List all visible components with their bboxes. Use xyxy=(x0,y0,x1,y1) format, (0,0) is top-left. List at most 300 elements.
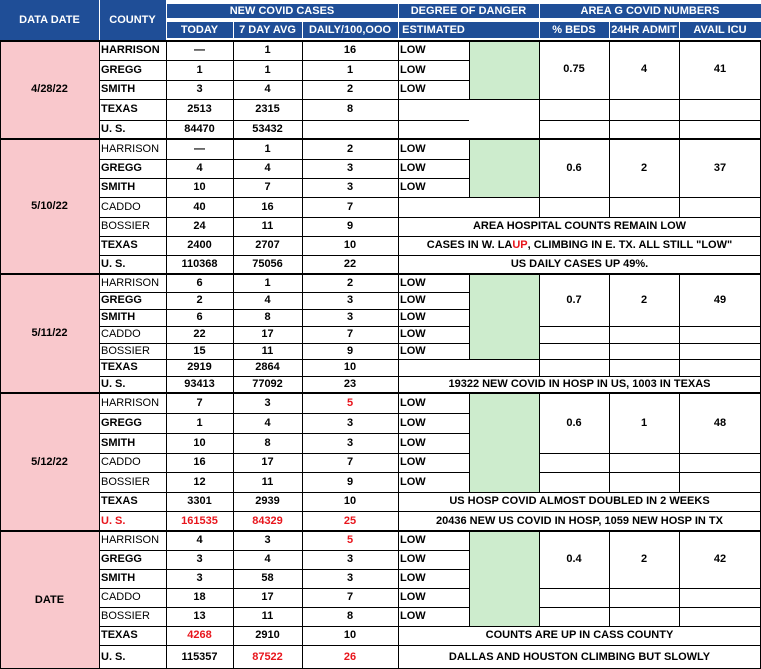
admit-24hr-cell: 2 xyxy=(640,553,648,565)
note-text: CASES IN W. LA xyxy=(426,239,513,251)
daily-per-100k-cell: 26 xyxy=(343,650,357,663)
grid-line xyxy=(398,197,539,198)
county-cell: HARRISON xyxy=(101,142,160,155)
daily-per-100k-cell: 9 xyxy=(346,344,354,357)
grid-line xyxy=(469,274,470,359)
daily-per-100k-cell: 23 xyxy=(343,378,357,390)
grid-line xyxy=(99,80,398,81)
header-new-covid-cases: NEW COVID CASES xyxy=(166,4,398,18)
grid-line xyxy=(99,376,398,377)
note-text: AREA HOSPITAL COUNTS REMAIN LOW xyxy=(472,220,687,232)
grid-line xyxy=(99,531,100,669)
daily-per-100k-cell: 16 xyxy=(343,43,357,56)
county-cell: GREGG xyxy=(101,553,142,565)
header-estimated: ESTIMATED xyxy=(398,22,469,38)
daily-per-100k-cell: 8 xyxy=(346,610,354,622)
danger-estimate-cell: LOW xyxy=(400,534,426,546)
grid-line xyxy=(539,359,761,360)
grid-line xyxy=(233,393,234,531)
seven-day-avg-cell: 8 xyxy=(264,311,271,323)
seven-day-avg-cell: 2939 xyxy=(255,495,280,507)
grid-line xyxy=(99,99,398,100)
grid-line xyxy=(99,359,398,360)
grid-line xyxy=(0,392,761,394)
grid-line xyxy=(398,376,761,377)
county-cell: HARRISON xyxy=(101,396,160,409)
today-cell: 1 xyxy=(196,63,203,76)
seven-day-avg-cell: 4 xyxy=(264,416,271,429)
county-cell: SMITH xyxy=(101,181,136,193)
county-cell: BOSSIER xyxy=(101,344,150,357)
grid-line xyxy=(398,550,469,551)
grid-line xyxy=(302,20,303,40)
today-cell: 7 xyxy=(196,396,203,409)
seven-day-avg-cell: 1 xyxy=(264,43,271,56)
note-text: DALLAS AND HOUSTON CLIMBING BUT SLOWLY xyxy=(448,650,711,663)
danger-estimate-cell: LOW xyxy=(400,416,426,429)
daily-per-100k-cell: 3 xyxy=(346,416,354,429)
header-estimated-blank xyxy=(469,22,539,38)
grid-line xyxy=(166,40,167,139)
grid-line xyxy=(398,492,539,493)
grid-line xyxy=(398,120,469,121)
header-daily-per-100k: DAILY/100,OOO xyxy=(302,22,398,38)
grid-line xyxy=(679,139,680,217)
today-cell: 4 xyxy=(196,162,203,174)
grid-line xyxy=(679,274,680,376)
daily-per-100k-cell: 8 xyxy=(346,103,354,115)
daily-per-100k-cell: 22 xyxy=(343,258,357,270)
grid-line xyxy=(99,236,398,237)
today-cell: 161535 xyxy=(181,514,218,527)
today-cell: 3 xyxy=(196,553,203,565)
grid-line xyxy=(99,472,398,473)
seven-day-avg-cell: 84329 xyxy=(252,514,283,527)
danger-level-swatch xyxy=(470,532,539,626)
daily-per-100k-cell: 7 xyxy=(346,200,354,213)
danger-estimate-cell: LOW xyxy=(400,572,426,584)
county-cell: U. S. xyxy=(101,378,126,390)
seven-day-avg-cell: 58 xyxy=(261,572,274,584)
note-cell xyxy=(398,492,761,511)
seven-day-avg-cell: 2910 xyxy=(255,629,280,641)
daily-per-100k-cell: 9 xyxy=(346,220,354,232)
grid-line xyxy=(539,453,761,454)
grid-line xyxy=(398,511,761,512)
grid-line xyxy=(99,645,398,646)
grid-line xyxy=(166,393,167,531)
today-cell: — xyxy=(194,142,205,155)
today-cell: 1 xyxy=(196,416,203,429)
today-cell: 4268 xyxy=(187,629,212,641)
seven-day-avg-cell: 11 xyxy=(261,220,274,232)
grid-line xyxy=(398,645,761,646)
grid-line xyxy=(539,326,761,327)
grid-line xyxy=(398,433,469,434)
county-cell: U. S. xyxy=(101,258,126,270)
grid-line xyxy=(99,0,100,40)
pct-beds-cell: 0.4 xyxy=(566,553,582,565)
grid-line xyxy=(99,120,398,121)
grid-line xyxy=(679,20,680,40)
grid-line xyxy=(539,139,540,217)
county-cell: U. S. xyxy=(101,514,126,527)
county-cell: HARRISON xyxy=(101,276,160,289)
daily-per-100k-cell: 3 xyxy=(346,181,354,193)
seven-day-avg-cell: 1 xyxy=(264,63,271,76)
today-cell: 16 xyxy=(193,456,206,468)
grid-line xyxy=(99,511,398,512)
today-cell: 15 xyxy=(193,344,206,357)
danger-level-swatch xyxy=(470,394,539,492)
daily-per-100k-cell: 1 xyxy=(346,63,354,76)
avail-icu-cell: 41 xyxy=(713,63,727,75)
daily-per-100k-cell: 3 xyxy=(346,436,354,449)
daily-per-100k-cell: 7 xyxy=(346,456,354,468)
grid-line xyxy=(539,393,540,492)
grid-line xyxy=(99,607,398,608)
note-cell xyxy=(398,376,761,393)
danger-estimate-cell: LOW xyxy=(400,328,426,340)
grid-line xyxy=(609,531,610,626)
today-cell: 40 xyxy=(193,200,206,213)
grid-line xyxy=(99,343,398,344)
seven-day-avg-cell: 2315 xyxy=(255,103,280,115)
note-cell xyxy=(398,236,761,255)
grid-line xyxy=(398,607,469,608)
daily-per-100k-cell: 3 xyxy=(346,162,354,174)
grid-line xyxy=(99,40,100,139)
grid-line xyxy=(398,139,399,274)
grid-line xyxy=(398,569,469,570)
grid-line xyxy=(398,453,469,454)
grid-line xyxy=(539,472,761,473)
county-cell: CADDO xyxy=(101,328,141,340)
today-cell: 2 xyxy=(196,294,203,306)
daily-per-100k-cell: 10 xyxy=(343,629,357,641)
grid-line xyxy=(539,274,540,376)
today-cell: 93413 xyxy=(184,378,215,390)
seven-day-avg-cell: 17 xyxy=(261,591,274,603)
county-cell: CADDO xyxy=(101,456,141,468)
grid-line xyxy=(99,139,100,274)
header-county: COUNTY xyxy=(99,0,166,40)
grid-line xyxy=(398,60,469,61)
grid-line xyxy=(0,40,1,669)
county-cell: TEXAS xyxy=(101,103,138,115)
seven-day-avg-cell: 11 xyxy=(261,475,274,488)
grid-line xyxy=(99,255,398,256)
grid-line xyxy=(398,292,469,293)
grid-line xyxy=(99,433,398,434)
seven-day-avg-cell: 87522 xyxy=(252,650,283,663)
county-cell: TEXAS xyxy=(101,239,138,251)
today-cell: 110368 xyxy=(181,258,218,270)
danger-estimate-cell: LOW xyxy=(400,83,426,95)
daily-per-100k-cell: 10 xyxy=(343,239,357,251)
county-cell: HARRISON xyxy=(101,43,160,56)
danger-level-swatch xyxy=(470,41,539,99)
grid-line xyxy=(233,20,234,40)
county-cell: BOSSIER xyxy=(101,475,150,488)
date-cell: 5/11/22 xyxy=(0,274,99,393)
danger-estimate-cell: LOW xyxy=(400,162,426,174)
today-cell: 6 xyxy=(196,311,203,323)
today-cell: 13 xyxy=(193,610,206,622)
grid-line xyxy=(539,607,761,608)
grid-line xyxy=(166,20,761,21)
grid-line xyxy=(539,531,540,626)
note-cell xyxy=(398,645,761,669)
grid-line xyxy=(539,197,761,198)
grid-line xyxy=(99,326,398,327)
avail-icu-cell: 49 xyxy=(713,293,727,306)
grid-line xyxy=(398,255,761,256)
grid-line xyxy=(609,139,610,217)
seven-day-avg-cell: 11 xyxy=(261,344,274,357)
seven-day-avg-cell: 11 xyxy=(261,610,274,622)
note-cell xyxy=(398,626,761,645)
grid-line xyxy=(539,99,761,100)
grid-line xyxy=(609,393,610,492)
grid-line xyxy=(539,588,761,589)
grid-line xyxy=(398,531,399,669)
seven-day-avg-cell: 4 xyxy=(264,294,271,306)
county-cell: TEXAS xyxy=(101,629,138,641)
grid-line xyxy=(166,531,167,669)
county-cell: CADDO xyxy=(101,200,141,213)
header-area-g-covid-numbers: AREA G COVID NUMBERS xyxy=(539,4,761,18)
today-cell: 115357 xyxy=(181,650,218,663)
seven-day-avg-cell: 4 xyxy=(264,162,271,174)
note-text: US DAILY CASES UP 49%. xyxy=(510,258,649,270)
county-cell: SMITH xyxy=(101,83,136,95)
grid-line xyxy=(398,588,469,589)
header-avail-icu: AVAIL ICU xyxy=(679,22,761,38)
seven-day-avg-cell: 3 xyxy=(264,534,271,546)
grid-line xyxy=(99,274,100,393)
avail-icu-cell: 48 xyxy=(713,416,727,429)
danger-level-swatch xyxy=(470,140,539,197)
grid-line xyxy=(398,159,469,160)
county-cell: TEXAS xyxy=(101,495,138,507)
note-cell xyxy=(398,511,761,531)
danger-estimate-cell: LOW xyxy=(400,43,426,56)
danger-estimate-cell: LOW xyxy=(400,181,426,193)
grid-line xyxy=(0,138,761,140)
grid-line xyxy=(0,530,761,532)
daily-per-100k-cell: 5 xyxy=(346,534,354,546)
grid-line xyxy=(539,120,761,121)
note-text: , CLIMBING IN E. TX. ALL STILL "LOW" xyxy=(527,239,733,251)
daily-per-100k-cell xyxy=(302,120,398,139)
date-cell: 5/10/22 xyxy=(0,139,99,274)
grid-line xyxy=(99,626,398,627)
daily-per-100k-cell: 3 xyxy=(346,311,354,323)
danger-estimate-cell: LOW xyxy=(400,142,426,155)
date-cell: 4/28/22 xyxy=(0,40,99,139)
today-cell: 2400 xyxy=(187,239,212,251)
grid-line xyxy=(398,274,399,393)
grid-line xyxy=(398,626,539,627)
admit-24hr-cell: 4 xyxy=(640,63,648,75)
seven-day-avg-cell: 3 xyxy=(264,396,271,409)
admit-24hr-cell: 1 xyxy=(640,416,648,429)
grid-line xyxy=(99,292,398,293)
seven-day-avg-cell: 17 xyxy=(261,328,274,340)
note-text: US HOSP COVID ALMOST DOUBLED IN 2 WEEKS xyxy=(449,495,710,507)
grid-line xyxy=(539,343,761,344)
grid-line xyxy=(99,453,398,454)
grid-line xyxy=(679,531,680,626)
admit-24hr-cell: 2 xyxy=(640,293,648,306)
date-cell: 5/12/22 xyxy=(0,393,99,531)
grid-line xyxy=(398,178,469,179)
grid-line xyxy=(398,40,399,139)
danger-estimate-cell: LOW xyxy=(400,396,426,409)
danger-estimate-cell: LOW xyxy=(400,311,426,323)
grid-line xyxy=(233,274,234,393)
daily-per-100k-cell: 3 xyxy=(346,553,354,565)
county-cell: U. S. xyxy=(101,650,126,663)
county-cell: HARRISON xyxy=(101,534,160,546)
today-cell: 3301 xyxy=(187,495,212,507)
grid-line xyxy=(233,139,234,274)
grid-line xyxy=(398,309,469,310)
note-text: 20436 NEW US COVID IN HOSP, 1059 NEW HOSP IN TX xyxy=(436,514,723,527)
seven-day-avg-cell: 1 xyxy=(264,142,271,155)
note-cell xyxy=(398,255,761,274)
grid-line xyxy=(469,139,470,197)
grid-line xyxy=(99,309,398,310)
grid-line xyxy=(398,217,761,218)
grid-line xyxy=(609,274,610,376)
county-cell: SMITH xyxy=(101,572,136,584)
seven-day-avg-cell: 2864 xyxy=(255,361,280,373)
daily-per-100k-cell: 9 xyxy=(346,475,354,488)
today-cell: — xyxy=(194,43,205,56)
grid-line xyxy=(679,393,680,492)
daily-per-100k-cell: 3 xyxy=(346,572,354,584)
danger-estimate-cell: LOW xyxy=(400,294,426,306)
today-cell: 22 xyxy=(193,328,206,340)
danger-estimate-cell: LOW xyxy=(400,63,426,76)
seven-day-avg-cell: 77092 xyxy=(252,378,283,390)
header-7-day-avg: 7 DAY AVG xyxy=(233,22,302,38)
today-cell: 4 xyxy=(196,534,203,546)
county-cell: GREGG xyxy=(101,63,142,76)
date-cell: DATE xyxy=(0,531,99,669)
today-cell: 3 xyxy=(196,572,203,584)
danger-estimate-cell: LOW xyxy=(400,436,426,449)
county-cell: U. S. xyxy=(101,123,126,135)
seven-day-avg-cell: 75056 xyxy=(252,258,283,270)
header-pct-beds: % BEDS xyxy=(539,22,609,38)
today-cell: 10 xyxy=(193,181,206,193)
grid-line xyxy=(233,40,234,139)
grid-line xyxy=(99,413,398,414)
county-cell: GREGG xyxy=(101,294,142,306)
grid-line xyxy=(398,359,539,360)
today-cell: 10 xyxy=(193,436,206,449)
grid-line xyxy=(0,273,761,275)
grid-line xyxy=(469,40,470,99)
grid-line xyxy=(99,492,398,493)
seven-day-avg-cell: 8 xyxy=(264,436,271,449)
avail-icu-cell: 42 xyxy=(713,553,727,565)
grid-line xyxy=(469,531,470,626)
grid-line xyxy=(99,588,398,589)
today-cell: 6 xyxy=(196,276,203,289)
daily-per-100k-cell: 7 xyxy=(346,328,354,340)
admit-24hr-cell: 2 xyxy=(640,161,648,174)
grid-line xyxy=(398,236,761,237)
avail-icu-cell: 37 xyxy=(713,161,727,174)
daily-per-100k-cell: 2 xyxy=(346,276,354,289)
danger-estimate-cell: LOW xyxy=(400,591,426,603)
grid-line xyxy=(0,40,761,42)
grid-line xyxy=(99,217,398,218)
daily-per-100k-cell: 10 xyxy=(343,495,357,507)
grid-line xyxy=(99,159,398,160)
today-cell: 3 xyxy=(196,83,203,95)
daily-per-100k-cell: 10 xyxy=(343,361,357,373)
grid-line xyxy=(302,531,303,669)
header-data-date: DATA DATE xyxy=(0,0,99,40)
grid-line xyxy=(302,40,303,139)
daily-per-100k-cell: 7 xyxy=(346,591,354,603)
seven-day-avg-cell: 7 xyxy=(264,181,271,193)
grid-line xyxy=(398,413,469,414)
county-cell: BOSSIER xyxy=(101,220,150,232)
grid-line xyxy=(398,393,399,531)
daily-per-100k-cell: 2 xyxy=(346,83,354,95)
grid-line xyxy=(398,326,469,327)
danger-estimate-cell: LOW xyxy=(400,475,426,488)
danger-estimate-cell: LOW xyxy=(400,610,426,622)
header-24hr-admit: 24HR ADMIT xyxy=(609,22,679,38)
today-cell: 24 xyxy=(193,220,206,232)
note-text: COUNTS ARE UP IN CASS COUNTY xyxy=(485,629,674,641)
grid-line xyxy=(99,60,398,61)
grid-line xyxy=(302,274,303,393)
note-highlight: UP xyxy=(512,239,528,251)
daily-per-100k-cell: 2 xyxy=(346,142,354,155)
grid-line xyxy=(99,550,398,551)
grid-line xyxy=(679,40,680,139)
county-cell: GREGG xyxy=(101,162,142,174)
header-today: TODAY xyxy=(166,22,233,38)
seven-day-avg-cell: 17 xyxy=(261,456,274,468)
header-degree-of-danger: DEGREE OF DANGER xyxy=(398,4,539,18)
seven-day-avg-cell: 2707 xyxy=(255,239,280,251)
grid-line xyxy=(398,343,469,344)
seven-day-avg-cell: 1 xyxy=(264,276,271,289)
seven-day-avg-cell: 16 xyxy=(261,200,274,213)
pct-beds-cell: 0.7 xyxy=(566,293,582,306)
pct-beds-cell: 0.75 xyxy=(563,63,585,75)
danger-estimate-cell: LOW xyxy=(400,344,426,357)
grid-line xyxy=(609,20,610,40)
grid-line xyxy=(469,393,470,492)
daily-per-100k-cell: 25 xyxy=(343,514,357,527)
grid-line xyxy=(302,393,303,531)
pct-beds-cell: 0.6 xyxy=(566,161,582,174)
today-cell: 84470 xyxy=(184,123,215,135)
seven-day-avg-cell: 53432 xyxy=(252,123,283,135)
county-cell: BOSSIER xyxy=(101,610,150,622)
grid-line xyxy=(99,178,398,179)
